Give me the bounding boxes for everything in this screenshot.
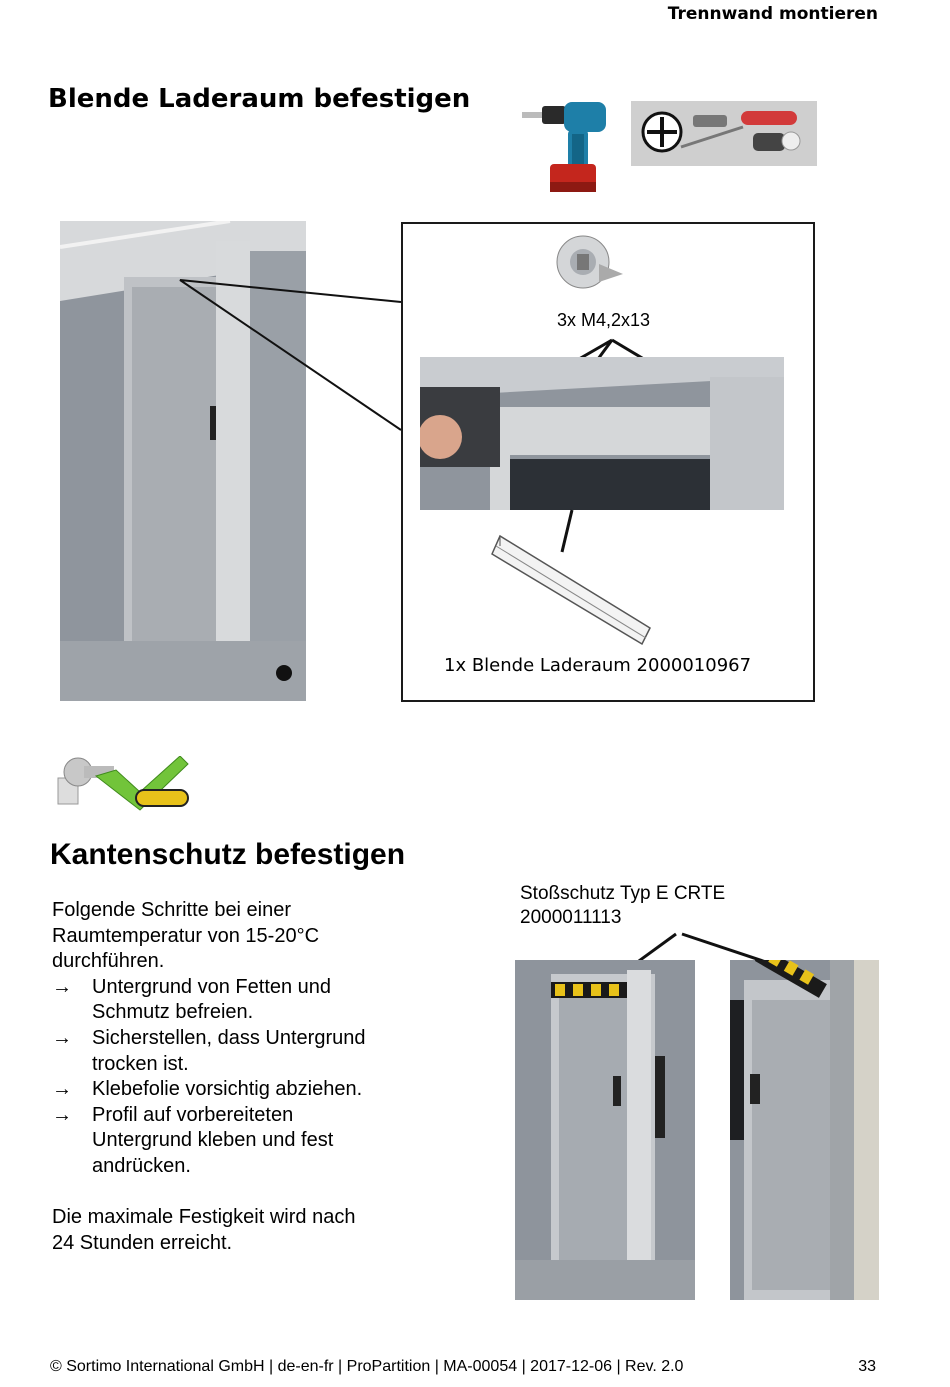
section-title-kantenschutz: Kantenschutz befestigen [50,838,406,871]
arrow-icon: → [52,1026,72,1049]
intro-line: durchführen. [52,950,165,973]
header-section-title: Trennwand montieren [667,4,878,24]
section-title-blende: Blende Laderaum befestigen [48,84,471,114]
step-line: andrücken. [92,1154,191,1177]
stossschutz-name: Stoßschutz Typ E CRTE [520,883,726,904]
list-item [52,1128,472,1154]
screw-count-label: 3x M4,2x13 [557,310,651,330]
stossschutz-label [520,882,725,930]
list-item [52,1026,472,1052]
step-line: trocken ist. [92,1052,189,1075]
outro-line: Die maximale Festigkeit wird nach [52,1206,356,1229]
list-item [52,1077,472,1103]
list-item [52,1154,472,1180]
step-line: Schmutz befreien. [92,1001,254,1024]
outro-line: 24 Stunden erreicht. [52,1231,233,1254]
list-item [52,975,472,1001]
part-label: 1x Blende Laderaum 2000010967 [444,655,752,676]
page-number: 33 [858,1358,876,1375]
intro-line: Raumtemperatur von 15-20°C [52,924,320,947]
list-item [52,1000,472,1026]
list-item [52,1052,472,1078]
photo-edge-protection-right [730,960,879,1300]
screw-icon [553,234,625,298]
step-line: Untergrund kleben und fest [92,1129,334,1152]
photo-mounting-detail [420,357,784,510]
arrow-icon: → [52,1078,72,1101]
step-line: Sicherstellen, dass Untergrund [92,1026,366,1049]
list-item [52,1103,472,1129]
arrow-icon: → [52,1103,72,1126]
intro-line: Folgende Schritte bei einer [52,899,292,921]
ratchet-check-icon [56,756,190,812]
step-line: Profil auf vorbereiteten [92,1103,294,1126]
step-line: Klebefolie vorsichtig abziehen. [92,1078,363,1101]
instruction-text [52,898,472,1256]
step-line: Untergrund von Fetten und [92,975,332,998]
stossschutz-article-number: 2000011113 [520,907,622,928]
arrow-icon: → [52,975,72,998]
photo-edge-protection-left [515,960,695,1300]
footer-copyright: © Sortimo International GmbH | de-en-fr | ProPartition | MA-00054 | 2017-12-06 | Rev. 2.0 [50,1358,684,1375]
blende-part-icon [488,532,654,646]
